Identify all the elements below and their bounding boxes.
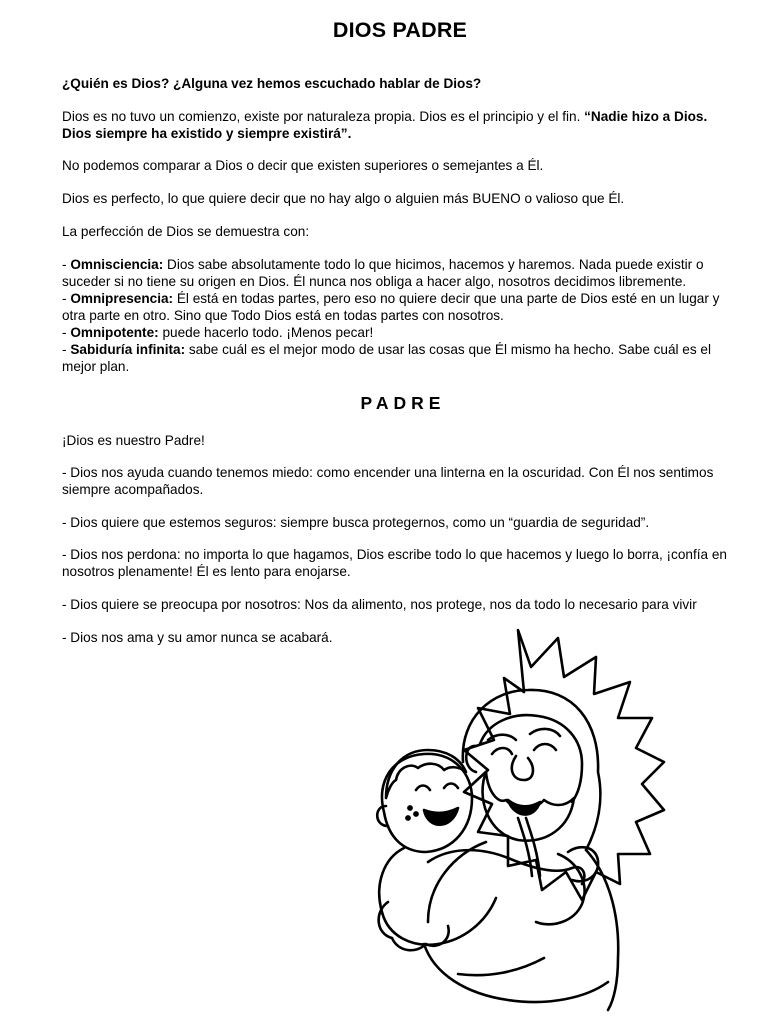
padre-item-line: nosotros plenamente! Él es lento para enojarse. xyxy=(62,564,351,579)
attribute-desc: Él está en todas partes, pero eso no quiere decir que una parte de Dios esté en un lugar y xyxy=(173,291,720,306)
attribute-dash: - xyxy=(62,291,71,306)
page-title: DIOS PADRE xyxy=(332,18,468,42)
intro-bold-1: “Nadie hizo a Dios. xyxy=(584,109,708,124)
child-eye-right xyxy=(444,784,458,789)
father-eye-right xyxy=(534,744,556,750)
padre-item xyxy=(62,596,742,613)
attribute-desc: Dios sabe absolutamente todo lo que hicimos, hacemos y haremos. Nada puede existir o xyxy=(163,257,704,272)
padre-item-line: siempre acompañados. xyxy=(62,482,204,497)
intro-question-text: ¿Quién es Dios? ¿Alguna vez hemos escuchado hablar de Dios? xyxy=(62,76,482,91)
padre-item xyxy=(62,514,742,531)
father-nose xyxy=(512,756,533,780)
child-shirt xyxy=(379,848,496,945)
attribute-dash: - xyxy=(62,325,71,340)
child-freckle xyxy=(406,816,409,819)
padre-item-line: - Dios quiere que estemos seguros: siempre busca protegernos, como un “guardia de seguridad”. xyxy=(62,515,650,530)
intro-plain: Dios es no tuvo un comienzo, existe por naturaleza propia. Dios es el principio y el fin. xyxy=(62,109,585,124)
child-hair xyxy=(386,750,466,798)
father-robe xyxy=(428,842,618,1010)
child-freckle xyxy=(414,812,417,815)
intro-paragraph xyxy=(62,108,742,142)
attribute-desc: sabe cuál es el mejor modo de usar las cosas que Él mismo ha hecho. Sabe cuál es el xyxy=(185,342,712,357)
father-mouth xyxy=(508,800,540,815)
father-robe-fold xyxy=(458,958,544,975)
padre-item-line: - Dios quiere se preocupa por nosotros: Nos da alimento, nos protege, nos da todo lo necesario para vivir xyxy=(62,597,697,612)
padre-item xyxy=(62,546,742,580)
intro-question xyxy=(62,75,742,92)
attribute-continuation: suceder si no tiene su origen en Dios. Él nunca nos obliga a hacer algo, nosotros decidimos libremente. xyxy=(62,274,687,289)
attribute-desc: puede hacerlo todo. ¡Menos pecar! xyxy=(158,325,374,340)
attribute-term: Omnipresencia: xyxy=(70,291,174,306)
child-freckle xyxy=(408,806,411,809)
attribute-item xyxy=(62,290,742,307)
section-title-padre: PADRE xyxy=(360,393,446,413)
intro-line-1 xyxy=(62,108,742,125)
padre-item-line: - Dios nos ayuda cuando tenemos miedo: como encender una linterna en la oscuridad. Con Él nos sentimos xyxy=(62,465,714,480)
intro-line-2 xyxy=(62,125,742,142)
attribute-dash: - xyxy=(62,342,71,357)
padre-item-line: - Dios nos perdona: no importa lo que hagamos, Dios escribe todo lo que hacemos y luego lo borra, ¡confía en xyxy=(62,547,727,562)
attribute-dash: - xyxy=(62,257,71,272)
intro-bold-2: Dios siempre ha existido y siempre existirá”. xyxy=(62,126,352,141)
father-eye-left xyxy=(492,748,512,754)
attribute-item xyxy=(62,341,742,358)
padre-intro: ¡Dios es nuestro Padre! xyxy=(62,433,205,448)
father-face xyxy=(480,715,582,802)
halo-rays xyxy=(464,630,664,900)
attribute-item xyxy=(62,256,742,273)
attributes-list xyxy=(62,256,742,375)
father-hugging-child-illustration xyxy=(368,622,668,1012)
attribute-continuation: mejor plan. xyxy=(62,359,130,374)
attribute-term: Omnipotente: xyxy=(70,325,159,340)
paragraph-perfect: Dios es perfecto, lo que quiere decir que no hay algo o alguien más BUENO o valioso que Él. xyxy=(62,191,625,206)
padre-item-line: - Dios nos ama y su amor nunca se acabará. xyxy=(62,630,333,645)
attribute-item xyxy=(62,324,742,341)
father-robe-lower xyxy=(424,944,608,1002)
father-hair xyxy=(463,690,601,850)
attribute-term: Omnisciencia: xyxy=(70,257,164,272)
child-eye-left xyxy=(416,786,430,791)
child-mouth xyxy=(424,808,458,825)
paragraph-perfection: La perfección de Dios se demuestra con: xyxy=(62,224,310,239)
attribute-term: Sabiduría infinita: xyxy=(70,342,186,357)
attribute-continuation: otra parte en otro. Sino que Todo Dios está en todas partes con nosotros. xyxy=(62,308,504,323)
father-brow-right xyxy=(530,729,560,736)
paragraph-compare: No podemos comparar a Dios o decir que existen superiores o semejantes a Él. xyxy=(62,158,544,173)
padre-item xyxy=(62,464,742,498)
